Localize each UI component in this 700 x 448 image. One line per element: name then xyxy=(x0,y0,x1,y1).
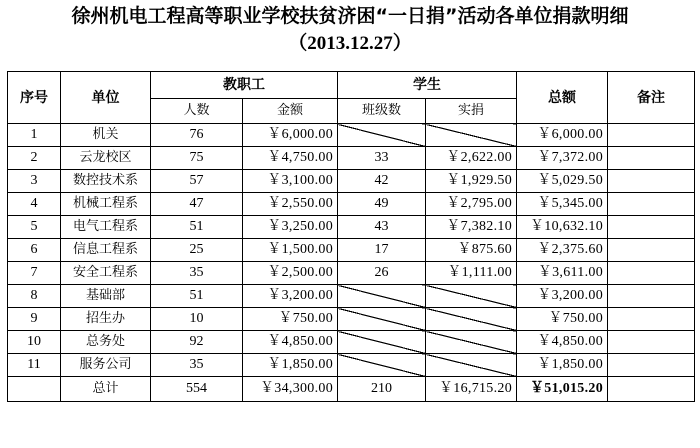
row-class-count xyxy=(338,354,426,377)
row-class-count: 33 xyxy=(338,147,426,170)
header-remarks: 备注 xyxy=(608,72,695,124)
total-staff-amount: ￥34,300.00 xyxy=(243,377,338,402)
row-staff-amount: ￥3,250.00 xyxy=(243,216,338,239)
row-unit: 机关 xyxy=(61,124,151,147)
row-staff-count: 57 xyxy=(151,170,243,193)
row-staff-count: 75 xyxy=(151,147,243,170)
row-class-count: 17 xyxy=(338,239,426,262)
row-staff-amount: ￥1,850.00 xyxy=(243,354,338,377)
row-total: ￥3,200.00 xyxy=(517,285,608,308)
row-index: 10 xyxy=(8,331,61,354)
row-unit: 电气工程系 xyxy=(61,216,151,239)
row-actual xyxy=(426,124,517,147)
row-total: ￥3,611.00 xyxy=(517,262,608,285)
row-index: 5 xyxy=(8,216,61,239)
table-row xyxy=(8,216,695,239)
table-row xyxy=(8,354,695,377)
row-total: ￥750.00 xyxy=(517,308,608,331)
row-unit: 基础部 xyxy=(61,285,151,308)
total-label: 总计 xyxy=(61,377,151,402)
row-index: 4 xyxy=(8,193,61,216)
row-remarks xyxy=(608,193,695,216)
row-class-count: 43 xyxy=(338,216,426,239)
row-remarks xyxy=(608,147,695,170)
row-actual xyxy=(426,354,517,377)
row-remarks xyxy=(608,239,695,262)
table-row xyxy=(8,239,695,262)
row-staff-amount: ￥2,500.00 xyxy=(243,262,338,285)
header-total: 总额 xyxy=(517,72,608,124)
row-staff-count: 51 xyxy=(151,285,243,308)
row-index: 7 xyxy=(8,262,61,285)
table-row xyxy=(8,308,695,331)
header-staff-amount: 金额 xyxy=(243,99,338,124)
row-index: 1 xyxy=(8,124,61,147)
header-actual: 实捐 xyxy=(426,99,517,124)
header-staff: 教职工 xyxy=(151,72,338,99)
row-unit: 总务处 xyxy=(61,331,151,354)
row-index: 8 xyxy=(8,285,61,308)
row-staff-count: 47 xyxy=(151,193,243,216)
row-staff-count: 10 xyxy=(151,308,243,331)
row-actual xyxy=(426,308,517,331)
row-actual: ￥1,111.00 xyxy=(426,262,517,285)
row-remarks xyxy=(608,170,695,193)
row-total: ￥6,000.00 xyxy=(517,124,608,147)
row-index: 11 xyxy=(8,354,61,377)
row-remarks xyxy=(608,354,695,377)
table-row xyxy=(8,124,695,147)
table-row xyxy=(8,331,695,354)
row-staff-amount: ￥4,750.00 xyxy=(243,147,338,170)
row-staff-amount: ￥750.00 xyxy=(243,308,338,331)
row-actual: ￥7,382.10 xyxy=(426,216,517,239)
document-date: （2013.12.27） xyxy=(288,33,412,54)
row-total: ￥2,375.60 xyxy=(517,239,608,262)
row-total: ￥10,632.10 xyxy=(517,216,608,239)
row-class-count: 26 xyxy=(338,262,426,285)
header-students: 学生 xyxy=(338,72,517,99)
row-unit: 云龙校区 xyxy=(61,147,151,170)
row-total: ￥5,029.50 xyxy=(517,170,608,193)
row-total: ￥5,345.00 xyxy=(517,193,608,216)
row-staff-amount: ￥3,200.00 xyxy=(243,285,338,308)
row-staff-amount: ￥2,550.00 xyxy=(243,193,338,216)
row-staff-count: 76 xyxy=(151,124,243,147)
header-class-count: 班级数 xyxy=(338,99,426,124)
row-staff-count: 35 xyxy=(151,354,243,377)
row-unit: 信息工程系 xyxy=(61,239,151,262)
row-actual xyxy=(426,331,517,354)
row-remarks xyxy=(608,216,695,239)
header-row xyxy=(8,72,695,99)
row-actual: ￥2,622.00 xyxy=(426,147,517,170)
total-remarks xyxy=(608,377,695,402)
row-unit: 服务公司 xyxy=(61,354,151,377)
table-row xyxy=(8,170,695,193)
header-index: 序号 xyxy=(8,72,61,124)
row-actual: ￥1,929.50 xyxy=(426,170,517,193)
row-remarks xyxy=(608,285,695,308)
row-remarks xyxy=(608,124,695,147)
row-total: ￥1,850.00 xyxy=(517,354,608,377)
row-unit: 安全工程系 xyxy=(61,262,151,285)
row-class-count: 49 xyxy=(338,193,426,216)
table-row xyxy=(8,193,695,216)
total-staff-count: 554 xyxy=(151,377,243,402)
table-row xyxy=(8,262,695,285)
total-class-count: 210 xyxy=(338,377,426,402)
row-class-count: 42 xyxy=(338,170,426,193)
row-staff-count: 25 xyxy=(151,239,243,262)
row-actual xyxy=(426,285,517,308)
row-remarks xyxy=(608,262,695,285)
total-actual: ￥16,715.20 xyxy=(426,377,517,402)
row-index: 6 xyxy=(8,239,61,262)
total-grand: ￥51,015.20 xyxy=(517,377,608,402)
row-actual: ￥2,795.00 xyxy=(426,193,517,216)
total-row xyxy=(8,377,695,402)
row-staff-count: 51 xyxy=(151,216,243,239)
document-title: 徐州机电工程高等职业学校扶贫济困“一日捐”活动各单位捐款明细 xyxy=(71,5,629,27)
row-index: 9 xyxy=(8,308,61,331)
row-staff-amount: ￥3,100.00 xyxy=(243,170,338,193)
total-empty-index xyxy=(8,377,61,402)
row-class-count xyxy=(338,285,426,308)
header-staff-count: 人数 xyxy=(151,99,243,124)
row-index: 2 xyxy=(8,147,61,170)
row-class-count xyxy=(338,124,426,147)
row-unit: 数控技术系 xyxy=(61,170,151,193)
donation-table xyxy=(7,71,695,402)
row-staff-amount: ￥4,850.00 xyxy=(243,331,338,354)
header-unit: 单位 xyxy=(61,72,151,124)
row-unit: 机械工程系 xyxy=(61,193,151,216)
row-staff-count: 92 xyxy=(151,331,243,354)
row-staff-count: 35 xyxy=(151,262,243,285)
table-row xyxy=(8,147,695,170)
row-total: ￥4,850.00 xyxy=(517,331,608,354)
row-actual: ￥875.60 xyxy=(426,239,517,262)
row-staff-amount: ￥6,000.00 xyxy=(243,124,338,147)
row-remarks xyxy=(608,331,695,354)
row-remarks xyxy=(608,308,695,331)
row-staff-amount: ￥1,500.00 xyxy=(243,239,338,262)
row-unit: 招生办 xyxy=(61,308,151,331)
row-index: 3 xyxy=(8,170,61,193)
row-class-count xyxy=(338,308,426,331)
table-row xyxy=(8,285,695,308)
row-class-count xyxy=(338,331,426,354)
row-total: ￥7,372.00 xyxy=(517,147,608,170)
